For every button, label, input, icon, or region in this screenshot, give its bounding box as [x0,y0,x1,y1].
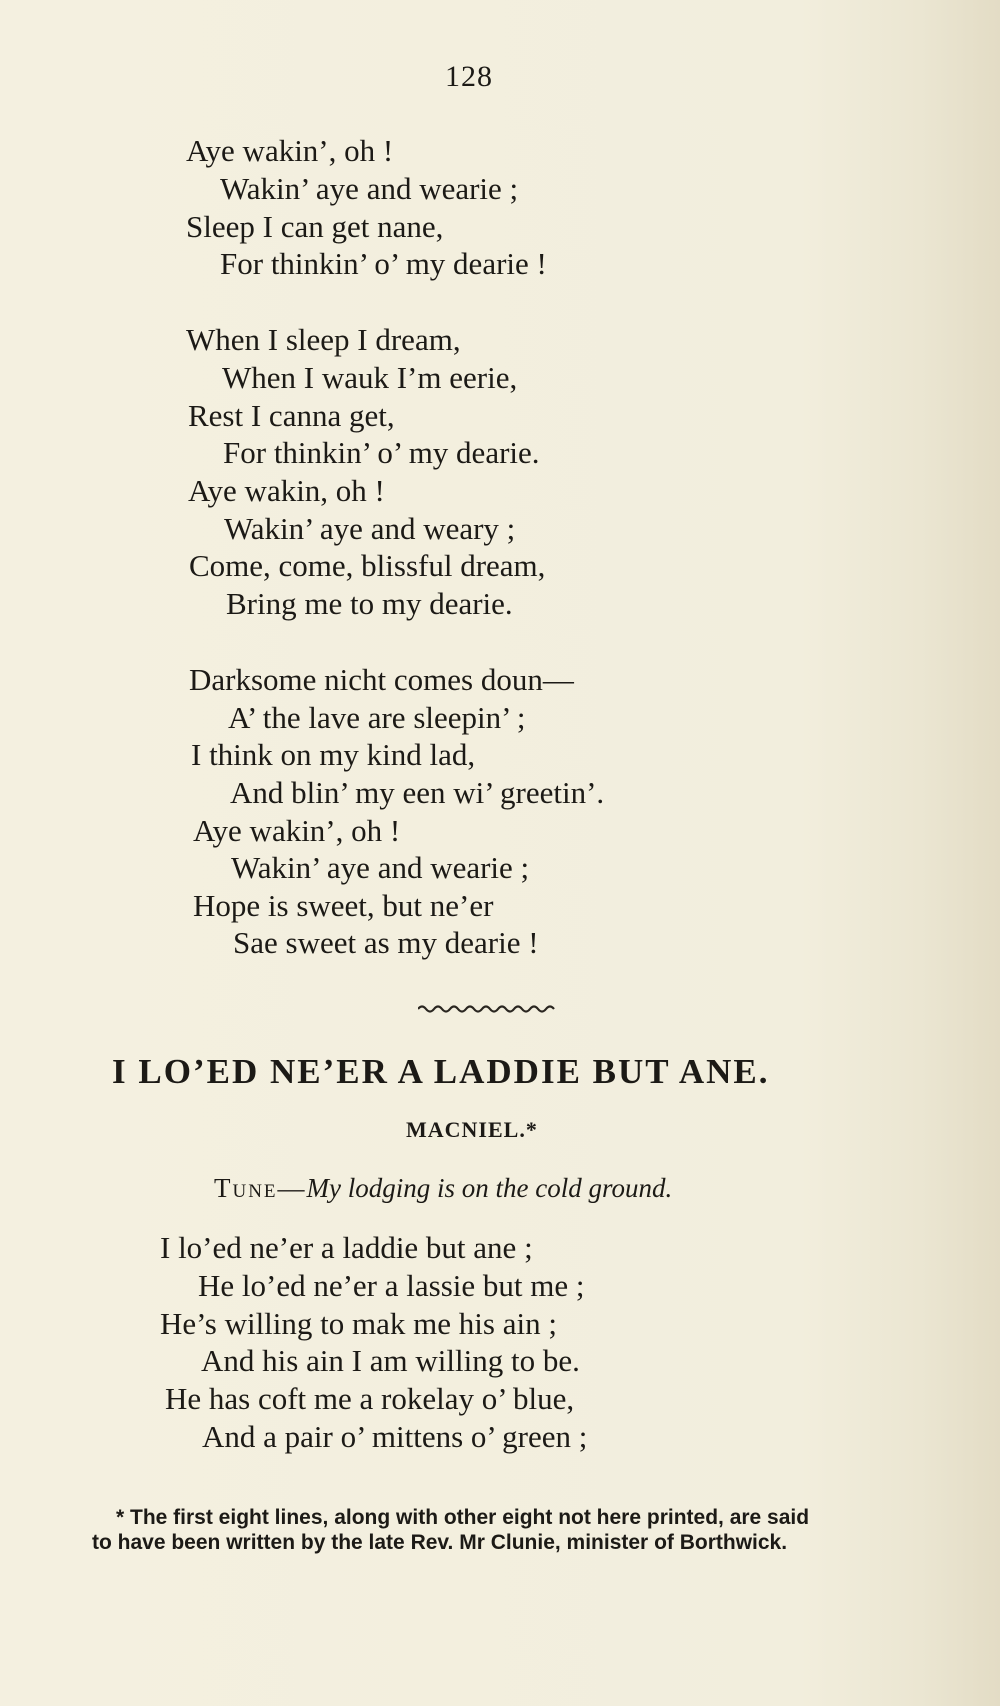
tune-label: Tune— [214,1173,307,1203]
footnote-line: to have been written by the late Rev. Mr Clunie, minister of Borthwick. [92,1531,788,1554]
verse-line: When I sleep I dream, [186,322,461,357]
verse-line: Sleep I can get nane, [186,209,444,244]
tune-line [214,1173,672,1204]
verse-line: Hope is sweet, but ne’er [193,888,494,923]
verse-line: And his ain I am willing to be. [201,1343,580,1378]
song-title: I LO’ED NE’ER A LADDIE BUT ANE. [112,1052,770,1091]
verse-line: Bring me to my dearie. [226,586,513,621]
verse-line: He lo’ed ne’er a lassie but me ; [198,1268,585,1303]
footnote-line: * The first eight lines, along with other eight not here printed, are said [116,1506,810,1529]
verse-line: Aye wakin, oh ! [188,473,385,508]
verse-line: Come, come, blissful dream, [189,548,546,583]
verse-line: Aye wakin’, oh ! [186,133,394,168]
page-number: 128 [445,60,493,93]
song-author: MACNIEL.* [406,1117,538,1142]
verse-line: Rest I canna get, [188,398,395,433]
ornament-divider [418,1003,558,1015]
verse-line: I think on my kind lad, [191,737,476,772]
verse-line: Wakin’ aye and wearie ; [231,850,530,885]
footnote [92,1505,912,1555]
verse-line: And blin’ my een wi’ greetin’. [230,775,605,810]
tune-name: My lodging is on the cold ground. [306,1173,673,1203]
verse-line: Aye wakin’, oh ! [193,813,401,848]
verse-line: When I wauk I’m eerie, [222,360,518,395]
verse-line: For thinkin’ o’ my dearie. [223,435,540,470]
verse-line: Darksome nicht comes doun— [189,662,574,697]
verse-line: Sae sweet as my dearie ! [233,925,539,960]
verse-line: Wakin’ aye and wearie ; [220,171,519,206]
verse-line: Wakin’ aye and weary ; [224,511,516,546]
verse-line: And a pair o’ mittens o’ green ; [202,1419,588,1454]
verse-line: He has coft me a rokelay o’ blue, [165,1381,575,1416]
verse-line: A’ the lave are sleepin’ ; [228,700,526,735]
verse-line: For thinkin’ o’ my dearie ! [220,246,547,281]
verse-line: I lo’ed ne’er a laddie but ane ; [160,1230,533,1265]
verse-line: He’s willing to mak me his ain ; [160,1306,557,1341]
